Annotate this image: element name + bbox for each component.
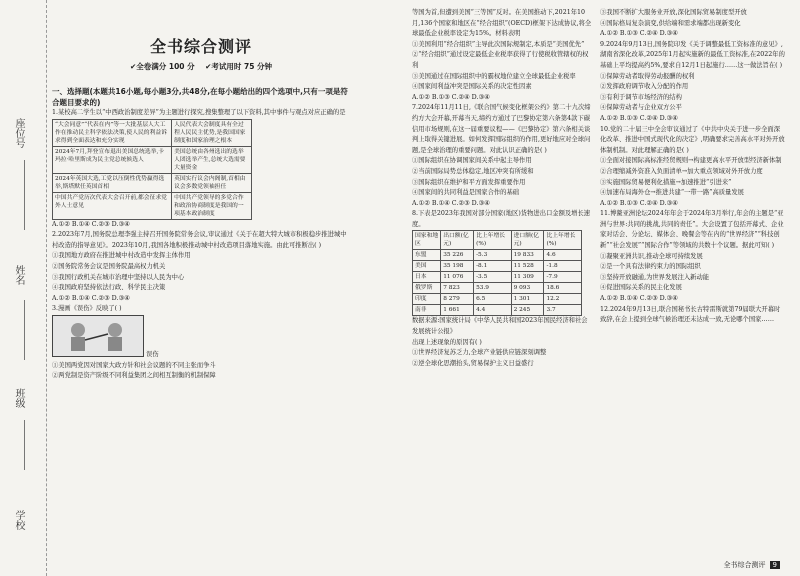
table-header: 比上年增长(%)	[544, 231, 582, 250]
table-cell: 12.2	[544, 294, 582, 305]
table-row	[53, 192, 252, 219]
table-cell: 1 301	[511, 294, 544, 305]
column-3	[600, 8, 786, 548]
table-cell: 11 528	[511, 261, 544, 272]
question-10-item: ②合理缩减外资准入负面清单→加大重点领域对外开放力度	[600, 167, 763, 175]
name-label: 姓名	[13, 265, 24, 285]
question-6-item: ②“经合组织”通过设定最低企业税率获得了行使税收管辖权的权利	[412, 51, 589, 69]
table-cell: 53.9	[474, 283, 511, 294]
question-7-item: ③国际组织在维护和平方面发挥重要作用	[412, 178, 526, 186]
cartoon-caption: 误伤	[146, 350, 159, 358]
question-8-table	[412, 230, 582, 316]
question-3: 3.漫画《误伤》反映了( )	[52, 305, 122, 313]
table-cell: 19 833	[511, 250, 544, 261]
table-header: 进口额(亿元)	[511, 231, 544, 250]
question-7: 7.2024年11月11日,《联合国气候变化框架公约》第二十九次缔约方大会开幕,开幕当天,缔约方通过了巴黎协定第六条第4款下碳信用市场规则,在这一届重要议程——《巴黎协定》第六条相关谈判上取得关键进展。如何发挥国际组织的作用,更好地应对全球问题,是全球治理的重要问题。对此认识正确的是( )	[412, 104, 591, 154]
table-header-row	[413, 231, 582, 250]
table-cell: 4.6	[544, 250, 582, 261]
table-cell: 6.5	[474, 294, 511, 305]
table-cell: 2024年7月,拜登宣布退出美国总统选举,卡玛拉·哈里斯成为民主党总统候选人	[53, 146, 172, 173]
question-2-item: ④我国政府坚持依法行政、科学民主决策	[52, 284, 166, 292]
question-8-item: ①世界经济复苏乏力,全球产业链供应链深刻调整	[412, 349, 547, 357]
question-7-item: ①国际组织在协调国家间关系中起主导作用	[412, 157, 532, 165]
school-label: 学校	[13, 510, 24, 530]
question-12: 12.2024年9月13日,联合国秘书长古特雷斯就第79届联大开幕时致辞,在会上提到全球气候治理还未达成一致,无论哪个国家……	[600, 305, 781, 324]
table-header: 出口额(亿元)	[441, 231, 474, 250]
question-11: 11.博鳌亚洲论坛2024年年会于2024年3月举行,年会的主题是“亚洲与世界:共同的挑战,共同的责任”。大会设置了包括开幕式、企业家对话会、分论坛、媒体会、晚餐会等在内的“世界经济”“科技创新”“社会发展”“国际合作”等领域的共数十个议题。据此可知( )	[600, 210, 784, 250]
question-6-item: ③美国通过在国际组织中的霸权地位建立全球最低企业税率	[412, 72, 576, 80]
question-9-item: ①保障劳动者取得劳动报酬的权利	[600, 72, 695, 80]
page-number: 9	[770, 561, 780, 569]
question-3-item: ①美国两党因对国家大政方针和社会议题的不同主张而争斗	[52, 361, 216, 369]
table-cell: 18.6	[544, 283, 582, 294]
question-8-item: ②逆全球化思潮抬头,贸易保护主义日益盛行	[412, 359, 534, 367]
table-header: 国家和地区	[413, 231, 441, 250]
table-cell: 东盟	[413, 250, 441, 261]
table-cell: “大会同意”“代表在内”等一大批基层人大工作在推动民主科学依法决策,使人民的利益诉求得到全面表达和充分实现	[53, 119, 172, 146]
question-11-item: ②是一个具有法律约束力的国际组织	[600, 263, 701, 271]
table-row	[413, 272, 582, 283]
column-1	[52, 86, 350, 570]
question-9-item: ②发挥政府调节收入分配的作用	[600, 83, 689, 91]
table-cell: 11 309	[511, 272, 544, 283]
table-cell: 美国	[413, 261, 441, 272]
question-2-item: ②国务院常务会议是国务院最高权力机关	[52, 262, 166, 270]
table-row	[413, 283, 582, 294]
table-cell: 4.4	[474, 305, 511, 316]
question-10-item: ③实施国际贸易便利化措施→加速推进“引进来”	[600, 178, 732, 186]
class-line	[24, 420, 25, 470]
question-2-item: ①我国地方政府在推进城中村改造中发挥主体作用	[52, 252, 191, 260]
question-6-options: A.①② B.①③ C.②④ D.③④	[412, 93, 490, 101]
question-10-options: A.①② B.①③ C.②④ D.③④	[600, 199, 678, 207]
question-11-options: A.①② B.①④ C.②③ D.③④	[600, 295, 678, 303]
question-6-item: ①美国利用“经合组织”主导此次国际规制定,本质是“美国优先”	[412, 40, 585, 48]
binding-margin	[0, 0, 47, 576]
class-label: 班级	[13, 388, 24, 408]
table-cell: 人民代表大会制度具有全过程人民民主优势,是我国国家制度和国家治理之根本	[172, 119, 252, 146]
question-6-continued: 等国为首,但遭到美国“三等国”反对。在美国推动下,2021年10月,136个国家和地区在“经合组织”(OECD)框架下达成协议,将全球最低企业税率设定为15%。材料表明	[412, 9, 592, 38]
question-9: 9.2024年9月13日,国务院印发《关于调整最低工资标准的意见》,湖南省深化改革,2025年1月起实施新的最低工资标准,在2022年的基础上平均提高约5%,要求自12月1日起施行……这一做法旨在( )	[600, 40, 785, 69]
question-9-item: ④保障劳动者与企业双方公平	[600, 104, 682, 112]
table-cell: 8 279	[441, 294, 474, 305]
question-1-options: A.①② B.①④ C.②③ D.③④	[52, 220, 130, 228]
question-6-item: ④国家间利益冲突是国际关系的决定性因素	[412, 83, 532, 91]
question-10: 10.党的二十届三中全会审议通过了《中共中央关于进一步全面深化改革、推进中国式现代化的决定》,明确要求完善高水平对外开放体制机制。对此理解正确的是( )	[600, 125, 785, 154]
question-9-options: A.①② B.①③ C.②④ D.③④	[600, 114, 678, 122]
question-8-ask: 出现上述现象的原因有( )	[412, 338, 482, 346]
table-cell: 2 245	[511, 305, 544, 316]
table-cell: -3.5	[474, 272, 511, 283]
table-row	[53, 119, 252, 146]
table-row	[413, 294, 582, 305]
page-title: 全书综合测评	[149, 37, 252, 56]
question-3-item: ②两党制是资产阶级不同利益集团之间相互制衡的机制保障	[52, 372, 216, 380]
question-2-options: A.①② B.①④ C.②③ D.③④	[52, 294, 130, 302]
table-cell: -1.8	[544, 261, 582, 272]
question-8-item: ④国际格局复杂演变,供给端和需求端都出现新变化	[600, 19, 741, 27]
table-cell: 日本	[413, 272, 441, 283]
cartoon-image	[52, 315, 144, 357]
table-cell: 3.7	[544, 305, 582, 316]
table-cell: 2024年英国大选,工党以压倒性优势赢得选举,斯塔默任英国首相	[53, 173, 172, 192]
table-cell: -7.9	[544, 272, 582, 283]
question-8-source: 数据来源:国家统计局《中华人民共和国2023年国民经济和社会发展统计公报》	[412, 317, 588, 336]
question-1-table	[52, 119, 252, 220]
question-11-item: ③坚持开放融通,为世界发展注入新动能	[600, 273, 710, 281]
column-2	[412, 8, 592, 558]
full-score: 全卷满分 100 分	[136, 62, 195, 71]
table-row	[413, 305, 582, 316]
table-cell: -8.1	[474, 261, 511, 272]
time-check-icon: ✔	[205, 62, 212, 71]
table-row	[413, 261, 582, 272]
table-cell: 中国共产党历次代表大会召开前,都会征求党外人士意见	[53, 192, 172, 219]
question-2-item: ③我国行政机关在城市治理中坚持以人民为中心	[52, 273, 185, 281]
table-row	[53, 146, 252, 173]
table-cell: 中国共产党领导的多党合作和政治协商制度是我国的一项基本政治制度	[172, 192, 252, 219]
question-11-item: ①凝聚亚洲共识,推动全球可持续发展	[600, 252, 703, 260]
question-8: 8.下表是2023年我国对部分国家(地区)货物进出口金额及增长速度。	[412, 210, 591, 228]
table-row	[53, 173, 252, 192]
footer-label: 全书综合测评	[723, 561, 766, 569]
exam-header	[52, 34, 350, 80]
seat-line	[24, 160, 25, 230]
section-1-heading: 一、选择题(本题共16小题,每小题3分,共48分,在每小题给出的四个选项中,只有一项是符合题目要求的)	[52, 87, 348, 107]
question-8-item: ③我国不断扩大服务业开放,深化国际贸易制度型开放	[600, 9, 747, 16]
exam-meta	[52, 61, 350, 72]
table-cell: 南非	[413, 305, 441, 316]
question-10-item: ④加速布局海外仓→推进共建“一带一路”高质量发展	[600, 189, 744, 197]
page-footer	[724, 560, 780, 570]
score-check-icon: ✔	[129, 62, 137, 71]
question-11-item: ④促进国际关系的民主化发展	[600, 284, 682, 292]
table-cell: 英国实行议会内阁制,首相由议会多数党领袖担任	[172, 173, 252, 192]
table-cell: 1 661	[441, 305, 474, 316]
table-cell: 美国总统由各州选出的选举人团选举产生,总统大选需要大量资金	[172, 146, 252, 173]
table-cell: 35 226	[441, 250, 474, 261]
exam-time: 考试用时 75 分钟	[211, 62, 273, 71]
table-cell: 9 093	[511, 283, 544, 294]
table-row	[413, 250, 582, 261]
cartoon-drawing-icon	[53, 316, 143, 356]
table-cell: 印度	[413, 294, 441, 305]
name-line	[24, 300, 25, 360]
question-10-item: ①全面对接国际高标准经贸规则→构建更高水平开放型经济新体制	[600, 157, 782, 165]
question-7-options: A.①② B.①④ C.②③ D.③④	[412, 199, 490, 207]
table-cell: -5.3	[474, 250, 511, 261]
question-7-item: ②当前国际局势总体稳定,地区冲突有所缓和	[412, 167, 534, 175]
question-1: 1.某校高二学生以“中西政治制度差异”为主题进行探究,搜集整理了以下资料,其中事件与观点对应正确的是	[52, 109, 346, 116]
table-cell: 35 198	[441, 261, 474, 272]
question-7-item: ④国家间的共同利益是国家合作的基础	[412, 189, 520, 197]
table-cell: 7 823	[441, 283, 474, 294]
table-header: 比上年增长(%)	[474, 231, 511, 250]
question-2: 2.2023年7月,国务院总理李强主持召开国务院常务会议,审议通过《关于在超大特大城市积极稳步推进城中村改造的指导意见》。2023年10月,我国各地积极推动城中村改造项目落地实施。由此可推断出( )	[52, 231, 347, 249]
table-cell: 俄罗斯	[413, 283, 441, 294]
question-8-options: A.①② B.①③ C.②④ D.③④	[600, 30, 678, 38]
question-9-item: ③有利于调节市场经济的结构	[600, 93, 682, 101]
table-cell: 11 076	[441, 272, 474, 283]
seat-label: 座位号	[13, 118, 24, 148]
